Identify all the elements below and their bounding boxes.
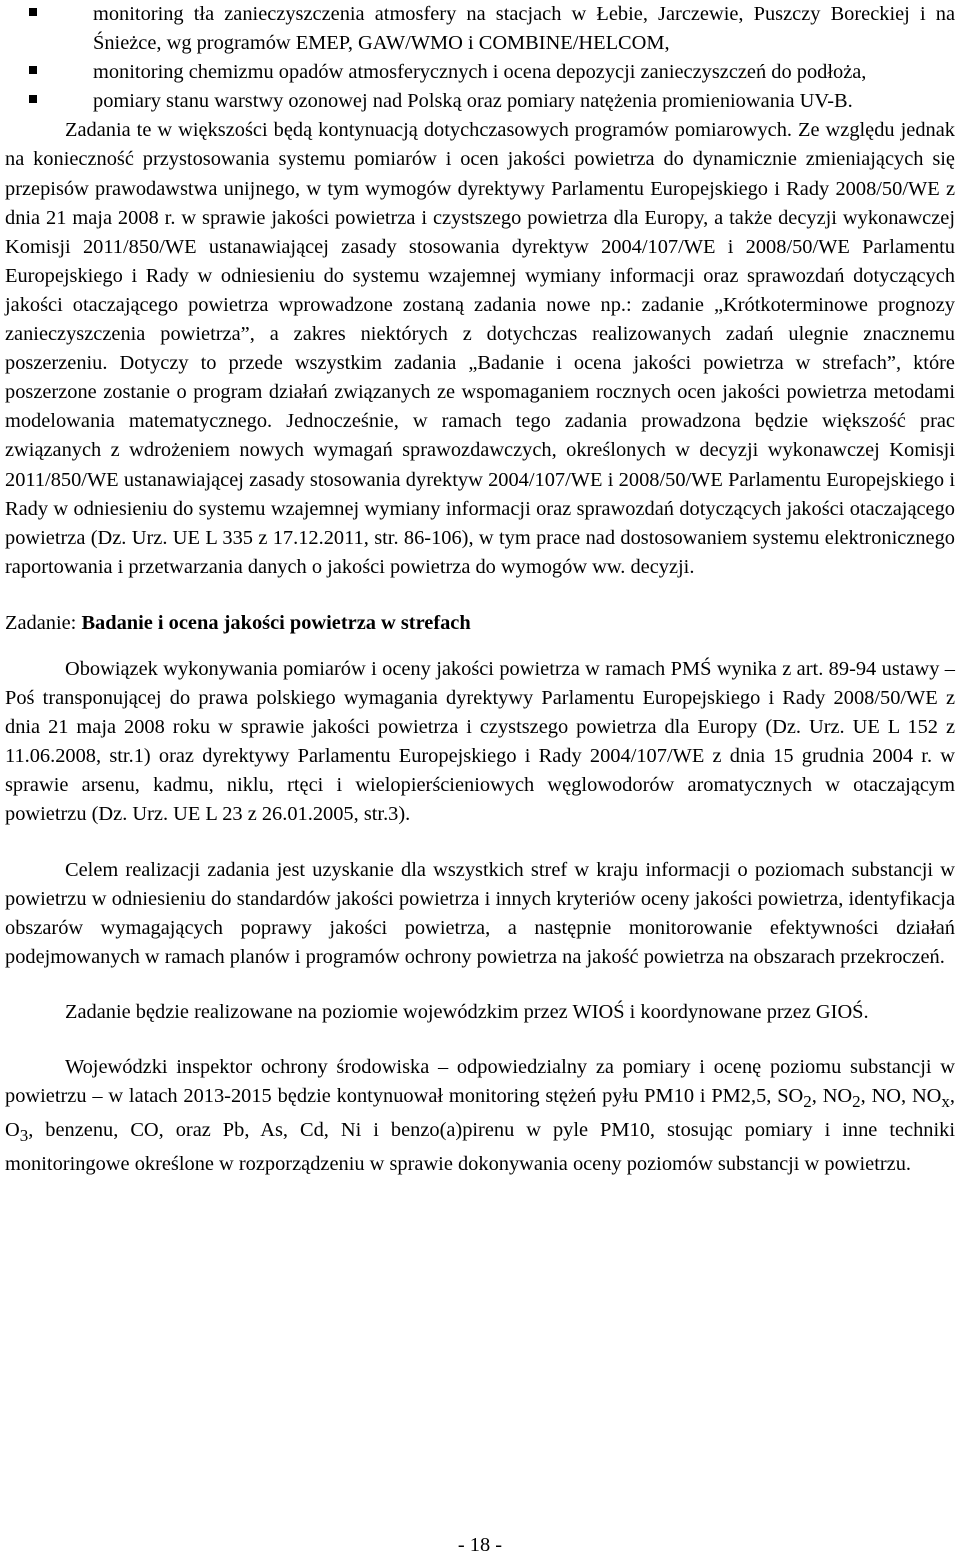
list-item-text: monitoring tła zanieczyszczenia atmosfery na stacjach w Łebie, Jarczewie, Puszczy Boreckiej i na Śnieżce, wg programów EMEP, GAW/WMO i COMBINE/HELCOM, [93, 3, 955, 55]
heading-title: Badanie i ocena jakości powietrza w strefach [81, 611, 471, 634]
list-item-text: monitoring chemizmu opadów atmosferycznych i ocena depozycji zanieczyszczeń do podłoża, [93, 61, 867, 84]
paragraph-obligation: Obowiązek wykonywania pomiarów i oceny jakości powietrza w ramach PMŚ wynika z art. 89-94 ustawy – Poś transponującej do prawa polskiego wymagania dyrektywy Parlamentu Europejskiego i Rady 2008/50/WE z dnia 21 maja 2008 roku w sprawie jakości powietrza i czystszego powietrza dla Europy (Dz. Urz. UE L 152 z 11.06.2008, str.1) oraz dyrektywy Parlamentu Europejskiego i Rady 2004/107/WE z dnia 15 grudnia 2004 r. w sprawie arsenu, kadmu, niklu, rtęci i wielopierścieniowych węglowodorów aromatycznych w otaczającym powietrzu (Dz. Urz. UE L 23 z 26.01.2005, str.3). [5, 657, 955, 826]
paragraph-inspector: Wojewódzki inspektor ochrony środowiska – odpowiedzialny za pomiary i ocenę poziomu substancji w powietrzu – w latach 2013-2015 będzie kontynuował monitoring stężeń pyłu PM10 i PM2,5, $SO_2$, $NO_2$, NO, $NO_x$, $O_3$, benzenu, CO, oraz Pb, As, Cd, Ni i benzo(a)pirenu w pyle PM10, stosując pomiary i inne techniki monitoringowe określone w rozporządzeniu w sprawie dokonywania oceny poziomów substancji w powietrzu. [5, 1056, 955, 1176]
square-bullet-icon [29, 66, 37, 74]
page-number: - 18 - [457, 1534, 503, 1556]
document-page [5, 0, 955, 1180]
bullet-list [5, 0, 955, 116]
paragraph-tasks-continuation: Zadania te w większości będą kontynuacją dotychczasowych programów pomiarowych. Ze względu jednak na konieczność przystosowania systemu pomiarów i ocen jakości powietrza do dynamicznie zmieniających się przepisów prawodawstwa unijnego, w tym wymogów dyrektywy Parlamentu Europejskiego i Rady 2008/50/WE z dnia 21 maja 2008 r. w sprawie jakości powietrza i czystszego powietrza dla Europy, a także decyzji wykonawczej Komisji 2011/850/WE ustanawiającej zasady stosowania dyrektyw 2004/107/WE i 2008/50/WE Parlamentu Europejskiego i Rady w odniesieniu do systemu wzajemnej wymiany informacji oraz sprawozdań dotyczących jakości otaczającego powietrza wprowadzone zostaną zadania nowe np.: zadanie „Krótkoterminowe prognozy zanieczyszczenia powietrza”, a zakres niektórych z dotychczas realizowanych zadań ulegnie znacznemu poszerzeniu. Dotyczy to przede wszystkim zadania „Badanie i ocena jakości powietrza w strefach”, które poszerzone zostanie o program działań związanych ze wspomaganiem rocznych ocen jakości powietrza metodami modelowania matematycznego. Jednocześnie, w ramach tego zadania prowadzona będzie większość prac związanych z wdrożeniem nowych wymagań sprawozdawczych, określonych w decyzji wykonawczej Komisji 2011/850/WE ustanawiającej zasady stosowania dyrektyw 2004/107/WE i 2008/50/WE Parlamentu Europejskiego i Rady w odniesieniu do systemu wzajemnej wymiany informacji oraz sprawozdań dotyczących jakości otaczającego powietrza (Dz. Urz. UE L 335 z 17.12.2011, str. 86-106), w tym prace nad dostosowaniem systemu elektronicznego raportowania i przetwarzania danych o jakości powietrza do wymogów ww. decyzji. [5, 119, 955, 578]
list-item-text: pomiary stanu warstwy ozonowej nad Polską oraz pomiary natężenia promieniowania UV-B. [93, 90, 853, 113]
list-item [93, 87, 955, 116]
list-item [93, 0, 955, 58]
paragraph-goal: Celem realizacji zadania jest uzyskanie dla wszystkich stref w kraju informacji o poziomach substancji w powietrzu w odniesieniu do standardów jakości powietrza i innych kryteriów oceny jakości powietrza, identyfikacja obszarów wymagających poprawy jakości powietrza, a następnie monitorowanie efektywności działań podejmowanych w ramach planów i programów ochrony powietrza na jakość powietrza na obszarach przekroczeń. [5, 858, 955, 968]
heading-prefix: Zadanie: [5, 611, 82, 634]
list-item [93, 58, 955, 87]
square-bullet-icon [29, 95, 37, 103]
square-bullet-icon [29, 8, 37, 16]
section-heading [5, 609, 955, 638]
paragraph-implementation: Zadanie będzie realizowane na poziomie wojewódzkim przez WIOŚ i koordynowane przez GIOŚ. [65, 1000, 869, 1023]
